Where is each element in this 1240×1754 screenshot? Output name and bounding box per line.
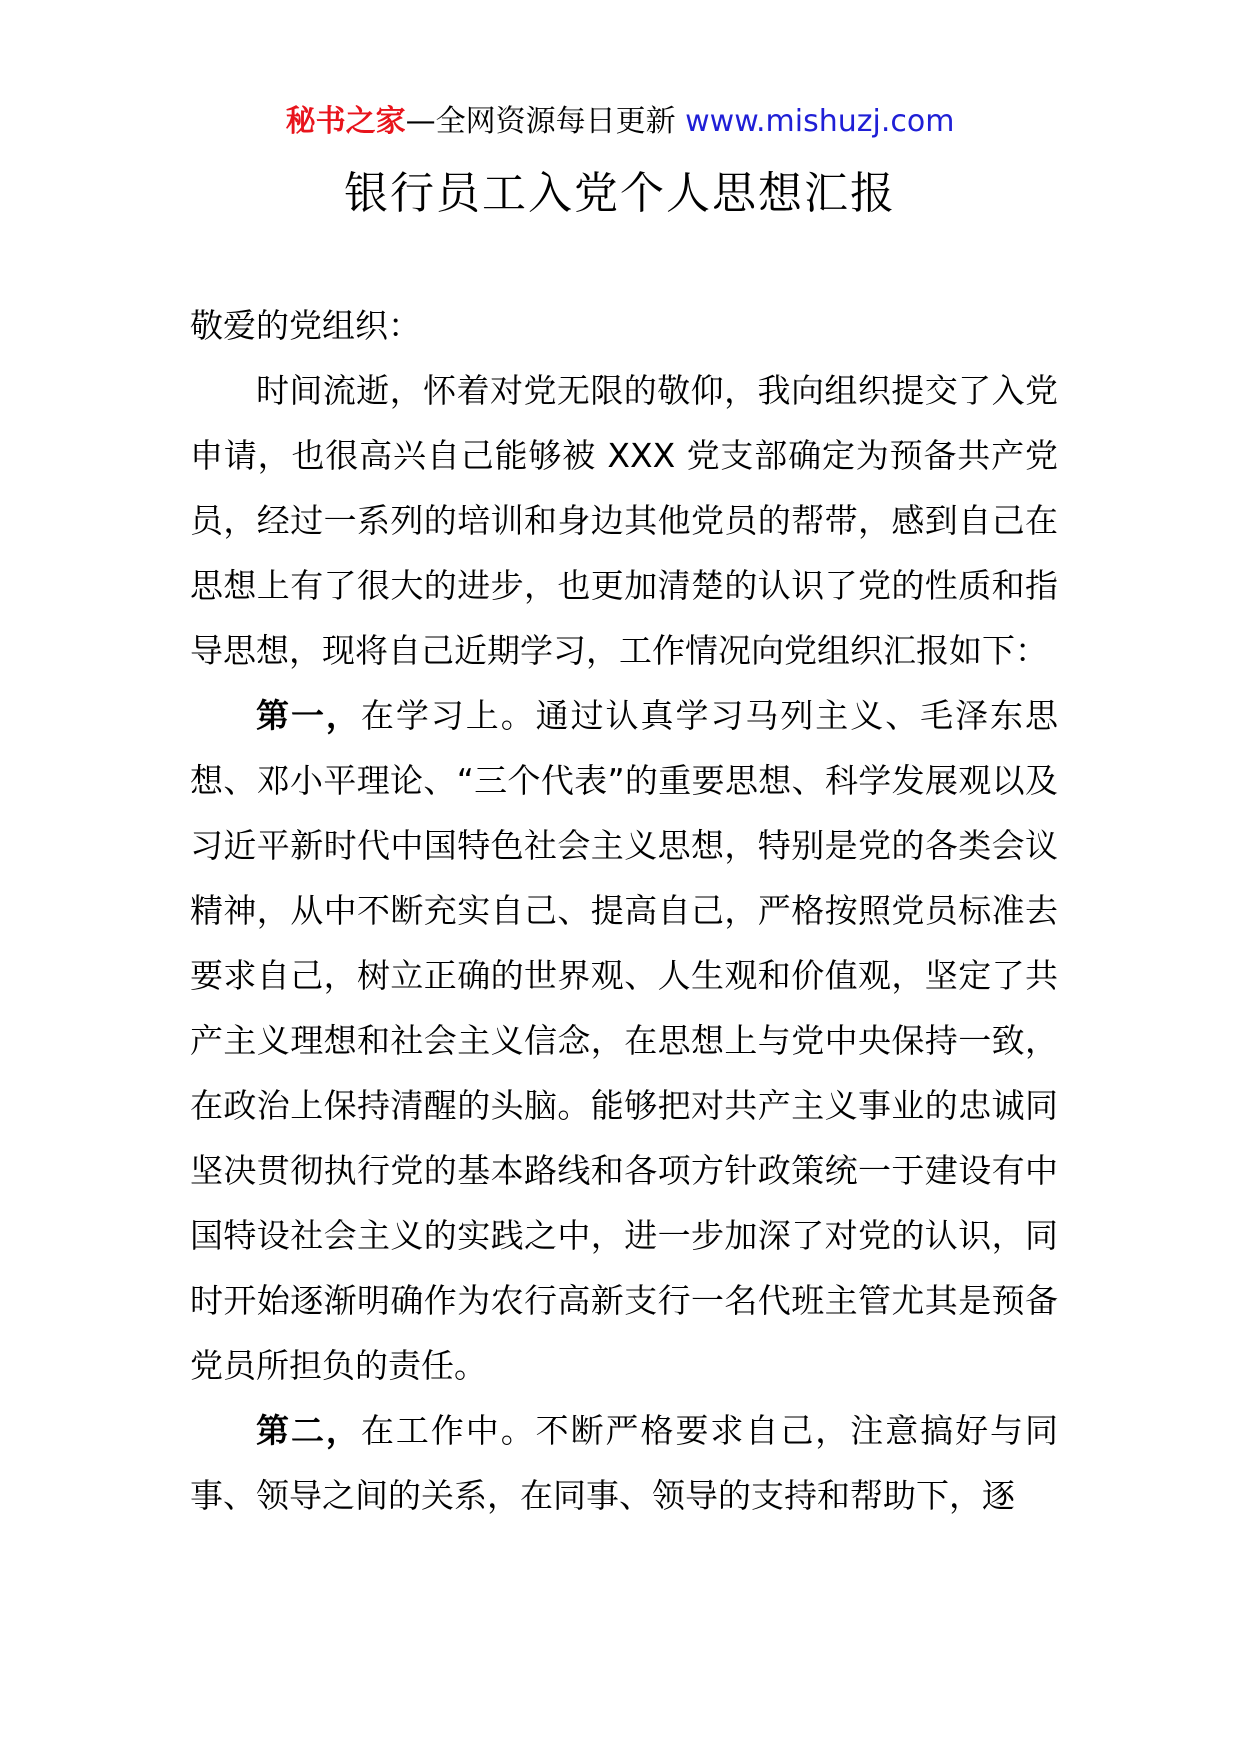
site-url-link[interactable]: www.mishuzj.com — [685, 104, 955, 139]
document-title: 银行员工入党个人思想汇报 — [344, 168, 896, 219]
section-paragraph-2 — [190, 1398, 1058, 1528]
section-lead-1: 第一， — [256, 696, 361, 735]
section-lead-2: 第二， — [256, 1411, 361, 1450]
section-paragraph-1 — [190, 683, 1058, 1398]
salutation: 敬爱的党组织： — [190, 306, 421, 345]
brand-name: 秘书之家 — [285, 104, 406, 139]
banner-tagline: —全网资源每日更新 — [405, 104, 676, 139]
document-body — [190, 293, 1058, 1528]
section-text-2: 在工作中。不断严格要求自己，注意搞好与同事、领导之间的关系，在同事、领导的支持和帮助下，逐 — [190, 1411, 1059, 1515]
section-text-1: 在学习上。通过认真学习马列主义、毛泽东思想、邓小平理论、“三个代表”的重要思想、科学发展观以及习近平新时代中国特色社会主义思想，特别是党的各类会议精神，从中不断充实自己、提高自己，严格按照党员标准去要求自己，树立正确的世界观、人生观和价值观，坚定了共产主义理想和社会主义信念，在思想上与党中央保持一致，在政治上保持清醒的头脑。能够把对共产主义事业的忠诚同坚决贯彻执行党的基本路线和各项方针政策统一于建设有中国特设社会主义的实践之中，进一步加深了对党的认识，同时开始逐渐明确作为农行高新支行一名代班主管尤其是预备党员所担负的责任。 — [190, 696, 1059, 1385]
intro-paragraph: 时间流逝，怀着对党无限的敬仰，我向组织提交了入党申请，也很高兴自己能够被 XXX 党支部确定为预备共产党员，经过一系列的培训和身边其他党员的帮带，感到自己在思想上有了很大的进步，也更加清楚的认识了党的性质和指导思想，现将自己近期学习，工作情况向党组织汇报如下： — [190, 371, 1058, 670]
site-banner — [0, 100, 1240, 144]
